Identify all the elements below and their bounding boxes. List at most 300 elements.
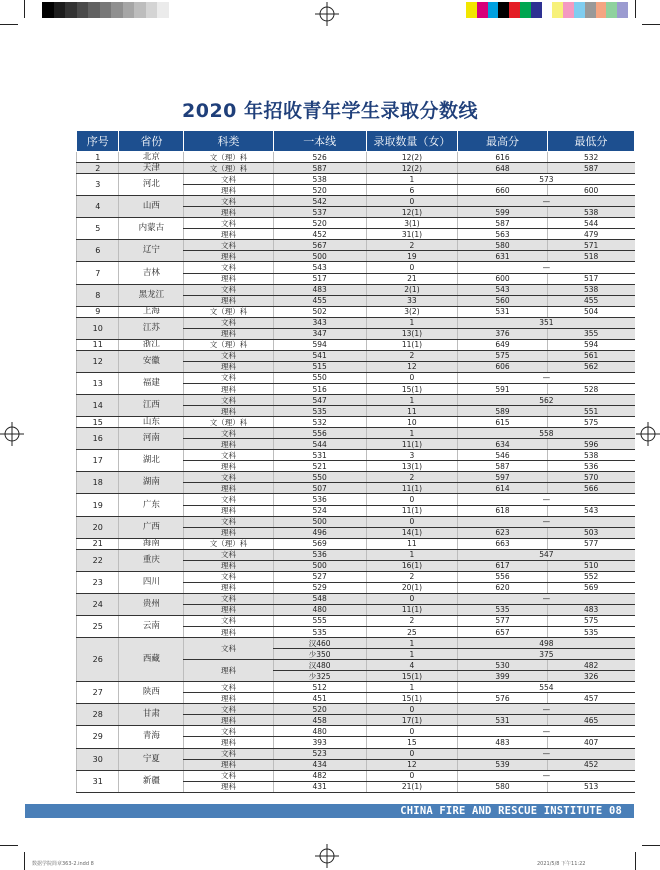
subject-category-cell: 文科	[184, 350, 273, 361]
highest-score-cell: 577	[458, 615, 547, 626]
serial-number-cell: 19	[77, 494, 119, 516]
highest-score-cell: 606	[458, 361, 547, 372]
table-row	[77, 417, 635, 428]
admission-count-cell: 33	[366, 295, 458, 306]
tier-one-line-cell: 512	[273, 682, 366, 693]
registration-mark-right	[636, 422, 660, 446]
color-swatch	[488, 2, 499, 18]
tier-one-line-cell: 567	[273, 240, 366, 251]
lowest-score-cell: 551	[547, 406, 634, 417]
gray-swatch	[42, 2, 54, 18]
merged-score-cell: —	[458, 262, 635, 273]
subject-category-cell: 理科	[184, 560, 273, 571]
tier-one-line-cell: 483	[273, 284, 366, 295]
highest-score-cell: 616	[458, 152, 547, 163]
lowest-score-cell: 518	[547, 251, 634, 262]
tier-one-line-cell: 526	[273, 152, 366, 163]
subject-category-cell: 文科	[184, 240, 273, 251]
tier-one-line-cell: 500	[273, 516, 366, 527]
merged-score-cell: —	[458, 726, 635, 737]
subject-category-cell: 文（理）科	[184, 538, 273, 549]
tier-one-line-cell: 520	[273, 704, 366, 715]
admission-count-cell: 0	[366, 704, 458, 715]
admission-count-cell: 11(1)	[366, 339, 458, 350]
table-row	[77, 174, 635, 185]
highest-score-cell: 543	[458, 284, 547, 295]
highest-score-cell: 556	[458, 571, 547, 582]
highest-score-cell: 663	[458, 538, 547, 549]
table-row	[77, 549, 635, 560]
admission-count-cell: 15	[366, 737, 458, 748]
subject-category-cell: 文科	[184, 571, 273, 582]
admission-count-cell: 1	[366, 428, 458, 439]
gray-swatch	[169, 2, 181, 18]
tier-one-line-cell: 496	[273, 527, 366, 538]
lowest-score-cell: 561	[547, 350, 634, 361]
lowest-score-cell: 479	[547, 229, 634, 240]
serial-number-cell: 2	[77, 163, 119, 174]
color-swatch	[628, 2, 639, 18]
lowest-score-cell: 570	[547, 472, 634, 483]
subject-category-cell: 理科	[184, 439, 273, 450]
crop-mark	[0, 845, 18, 846]
lowest-score-cell: 528	[547, 383, 634, 394]
subject-category-cell: 理科	[184, 759, 273, 770]
table-row	[77, 593, 635, 604]
province-cell: 山东	[119, 417, 184, 428]
province-cell: 安徽	[119, 350, 184, 372]
gray-calibration-bar	[42, 2, 180, 18]
color-swatch	[509, 2, 520, 18]
registration-mark-top	[315, 2, 339, 26]
admission-count-cell: 0	[366, 262, 458, 273]
admission-count-cell: 31(1)	[366, 229, 458, 240]
province-cell: 广东	[119, 494, 184, 516]
highest-score-cell: 575	[458, 350, 547, 361]
gray-swatch	[134, 2, 146, 18]
subject-category-cell: 理科	[184, 527, 273, 538]
lowest-score-cell: 535	[547, 627, 634, 638]
subject-category-cell: 理科	[184, 295, 273, 306]
subject-category-cell: 理科	[184, 251, 273, 262]
highest-score-cell: 376	[458, 328, 547, 339]
admission-count-cell: 3(2)	[366, 306, 458, 317]
subject-category-cell: 理科	[184, 483, 273, 494]
gray-swatch	[77, 2, 89, 18]
subject-category-cell: 文科	[184, 615, 273, 626]
admission-count-cell: 12(2)	[366, 152, 458, 163]
highest-score-cell: 399	[458, 671, 547, 682]
merged-score-cell: 547	[458, 549, 635, 560]
tier-one-line-cell: 451	[273, 693, 366, 704]
subject-category-cell: 文科	[184, 494, 273, 505]
color-swatch	[531, 2, 542, 18]
serial-number-cell: 20	[77, 516, 119, 538]
highest-score-cell: 614	[458, 483, 547, 494]
highest-score-cell: 623	[458, 527, 547, 538]
subject-category-cell: 理科	[184, 781, 273, 792]
admission-score-table	[76, 130, 635, 793]
lowest-score-cell: 326	[547, 671, 634, 682]
admission-count-cell: 11(1)	[366, 604, 458, 615]
tier-one-line-cell: 480	[273, 604, 366, 615]
highest-score-cell: 560	[458, 295, 547, 306]
footer-institute-name: CHINA FIRE AND RESCUE INSTITUTE 08	[400, 805, 622, 817]
gray-swatch	[88, 2, 100, 18]
admission-count-cell: 1	[366, 174, 458, 185]
admission-count-cell: 2	[366, 615, 458, 626]
lowest-score-cell: 538	[547, 450, 634, 461]
tier-one-line-cell: 556	[273, 428, 366, 439]
highest-score-cell: 531	[458, 306, 547, 317]
serial-number-cell: 3	[77, 174, 119, 196]
highest-score-cell: 531	[458, 715, 547, 726]
highest-score-cell: 535	[458, 604, 547, 615]
table-row	[77, 682, 635, 693]
serial-number-cell: 29	[77, 726, 119, 748]
table-header-row	[77, 131, 635, 152]
merged-score-cell: —	[458, 516, 635, 527]
admission-count-cell: 1	[366, 638, 458, 649]
admission-count-cell: 11	[366, 406, 458, 417]
crop-mark	[0, 24, 18, 25]
province-cell: 湖南	[119, 472, 184, 494]
table-row	[77, 704, 635, 715]
merged-score-cell: 558	[458, 428, 635, 439]
admission-count-cell: 1	[366, 395, 458, 406]
lowest-score-cell: 465	[547, 715, 634, 726]
lowest-score-cell: 482	[547, 660, 634, 671]
tier-one-line-cell: 527	[273, 571, 366, 582]
admission-count-cell: 2(1)	[366, 284, 458, 295]
subject-category-cell: 理科	[184, 461, 273, 472]
lowest-score-cell: 483	[547, 604, 634, 615]
subject-category-cell: 理科	[184, 207, 273, 218]
highest-score-cell: 587	[458, 461, 547, 472]
subject-category-cell: 理科	[184, 660, 273, 682]
lowest-score-cell: 569	[547, 582, 634, 593]
merged-score-cell: —	[458, 494, 635, 505]
subject-category-cell: 文科	[184, 549, 273, 560]
merged-score-cell: —	[458, 704, 635, 715]
color-swatch	[585, 2, 596, 18]
table-row	[77, 284, 635, 295]
table-row	[77, 472, 635, 483]
admission-count-cell: 11	[366, 538, 458, 549]
subject-category-cell: 理科	[184, 505, 273, 516]
serial-number-cell: 4	[77, 196, 119, 218]
admission-count-cell: 1	[366, 682, 458, 693]
highest-score-cell: 631	[458, 251, 547, 262]
lowest-score-cell: 457	[547, 693, 634, 704]
tier-one-line-cell: 535	[273, 627, 366, 638]
table-row	[77, 770, 635, 781]
admission-count-cell: 12(1)	[366, 207, 458, 218]
admission-count-cell: 0	[366, 372, 458, 383]
province-cell: 新疆	[119, 770, 184, 792]
gray-swatch	[111, 2, 123, 18]
tier-one-line-cell: 482	[273, 770, 366, 781]
lowest-score-cell: 552	[547, 571, 634, 582]
serial-number-cell: 6	[77, 240, 119, 262]
lowest-score-cell: 355	[547, 328, 634, 339]
highest-score-cell: 657	[458, 627, 547, 638]
highest-score-cell: 600	[458, 273, 547, 284]
tier-one-line-cell: 502	[273, 306, 366, 317]
tier-one-line-cell: 458	[273, 715, 366, 726]
subject-category-cell: 文科	[184, 317, 273, 328]
admission-count-cell: 13(1)	[366, 461, 458, 472]
serial-number-cell: 16	[77, 428, 119, 450]
tier-one-line-cell: 517	[273, 273, 366, 284]
tier-one-line-cell: 569	[273, 538, 366, 549]
admission-count-cell: 2	[366, 240, 458, 251]
gray-swatch	[54, 2, 66, 18]
subject-category-cell: 文科	[184, 472, 273, 483]
lowest-score-cell: 587	[547, 163, 634, 174]
subject-category-cell: 理科	[184, 383, 273, 394]
gray-swatch	[100, 2, 112, 18]
province-cell: 江苏	[119, 317, 184, 339]
tier-one-line-cell: 535	[273, 406, 366, 417]
admission-count-cell: 12	[366, 759, 458, 770]
lowest-score-cell: 596	[547, 439, 634, 450]
lowest-score-cell: 407	[547, 737, 634, 748]
lowest-score-cell: 510	[547, 560, 634, 571]
lowest-score-cell: 575	[547, 615, 634, 626]
highest-score-cell: 589	[458, 406, 547, 417]
province-cell: 浙江	[119, 339, 184, 350]
tier-one-line-cell: 536	[273, 549, 366, 560]
subject-category-cell: 文科	[184, 726, 273, 737]
serial-number-cell: 31	[77, 770, 119, 792]
province-cell: 江西	[119, 395, 184, 417]
tier-one-line-cell: 520	[273, 185, 366, 196]
tier-one-line-cell: 520	[273, 218, 366, 229]
serial-number-cell: 10	[77, 317, 119, 339]
serial-number-cell: 25	[77, 615, 119, 637]
lowest-score-cell: 577	[547, 538, 634, 549]
merged-score-cell: 375	[458, 649, 635, 660]
lowest-score-cell: 575	[547, 417, 634, 428]
admission-count-cell: 0	[366, 748, 458, 759]
tier-one-line-cell: 550	[273, 472, 366, 483]
subject-category-cell: 文（理）科	[184, 306, 273, 317]
registration-mark-left	[0, 422, 24, 446]
header-subject-category: 科类	[184, 131, 273, 152]
admission-count-cell: 3(1)	[366, 218, 458, 229]
table-row	[77, 615, 635, 626]
table-row	[77, 571, 635, 582]
subject-category-cell: 文科	[184, 428, 273, 439]
subject-category-cell: 理科	[184, 582, 273, 593]
admission-count-cell: 0	[366, 593, 458, 604]
tier-one-line-cell: 523	[273, 748, 366, 759]
serial-number-cell: 21	[77, 538, 119, 549]
province-cell: 辽宁	[119, 240, 184, 262]
province-cell: 黑龙江	[119, 284, 184, 306]
table-row	[77, 218, 635, 229]
lowest-score-cell: 503	[547, 527, 634, 538]
highest-score-cell: 546	[458, 450, 547, 461]
highest-score-cell: 563	[458, 229, 547, 240]
tier-one-line-cell: 529	[273, 582, 366, 593]
admission-count-cell: 0	[366, 770, 458, 781]
subject-category-cell: 文（理）科	[184, 152, 273, 163]
subject-category-cell: 文科	[184, 284, 273, 295]
gray-swatch	[65, 2, 77, 18]
subject-category-cell: 文（理）科	[184, 163, 273, 174]
lowest-score-cell: 536	[547, 461, 634, 472]
lowest-score-cell: 600	[547, 185, 634, 196]
lowest-score-cell: 517	[547, 273, 634, 284]
province-cell: 内蒙古	[119, 218, 184, 240]
admission-count-cell: 1	[366, 317, 458, 328]
subject-category-cell: 理科	[184, 328, 273, 339]
serial-number-cell: 12	[77, 350, 119, 372]
crop-mark	[635, 0, 636, 18]
subject-category-cell: 理科	[184, 229, 273, 240]
subject-category-cell: 文（理）科	[184, 417, 273, 428]
province-cell: 山西	[119, 196, 184, 218]
header-admission-count: 录取数量（女）	[366, 131, 458, 152]
color-swatch	[574, 2, 585, 18]
tier-one-line-cell: 542	[273, 196, 366, 207]
table-row	[77, 395, 635, 406]
tier-one-line-cell: 550	[273, 372, 366, 383]
serial-number-cell: 1	[77, 152, 119, 163]
tier-one-line-cell: 594	[273, 339, 366, 350]
tier-one-line-cell: 500	[273, 560, 366, 571]
serial-number-cell: 9	[77, 306, 119, 317]
tier-one-line-cell: 516	[273, 383, 366, 394]
subject-category-cell: 理科	[184, 627, 273, 638]
admission-count-cell: 2	[366, 472, 458, 483]
highest-score-cell: 620	[458, 582, 547, 593]
subject-category-cell: 文科	[184, 174, 273, 185]
serial-number-cell: 5	[77, 218, 119, 240]
highest-score-cell: 576	[458, 693, 547, 704]
serial-number-cell: 13	[77, 372, 119, 394]
subject-category-cell: 理科	[184, 185, 273, 196]
merged-score-cell: —	[458, 196, 635, 207]
subject-category-cell: 文科	[184, 593, 273, 604]
province-cell: 福建	[119, 372, 184, 394]
subject-category-cell: 文科	[184, 704, 273, 715]
merged-score-cell: 351	[458, 317, 635, 328]
table-row	[77, 372, 635, 383]
admission-count-cell: 21(1)	[366, 781, 458, 792]
subject-category-cell: 理科	[184, 737, 273, 748]
table-row	[77, 317, 635, 328]
header-serial-number: 序号	[77, 131, 119, 152]
tier-one-line-cell: 548	[273, 593, 366, 604]
subject-category-cell: 文科	[184, 450, 273, 461]
lowest-score-cell: 538	[547, 207, 634, 218]
lowest-score-cell: 504	[547, 306, 634, 317]
gray-swatch	[146, 2, 158, 18]
admission-count-cell: 12(2)	[366, 163, 458, 174]
crop-mark	[24, 852, 25, 870]
lowest-score-cell: 532	[547, 152, 634, 163]
serial-number-cell: 11	[77, 339, 119, 350]
province-cell: 广西	[119, 516, 184, 538]
serial-number-cell: 22	[77, 549, 119, 571]
tier-one-line-cell: 455	[273, 295, 366, 306]
subject-category-cell: 理科	[184, 693, 273, 704]
print-slug-timestamp: 2021/5/8 下午11:22	[537, 861, 586, 867]
tier-one-line-cell: 537	[273, 207, 366, 218]
highest-score-cell: 648	[458, 163, 547, 174]
table-row	[77, 152, 635, 163]
province-cell: 陕西	[119, 682, 184, 704]
province-cell: 贵州	[119, 593, 184, 615]
crop-mark	[635, 852, 636, 870]
subject-category-cell: 文科	[184, 218, 273, 229]
subject-category-cell: 文科	[184, 262, 273, 273]
province-cell: 北京	[119, 152, 184, 163]
highest-score-cell: 660	[458, 185, 547, 196]
highest-score-cell: 587	[458, 218, 547, 229]
registration-mark-bottom	[315, 844, 339, 868]
admission-count-cell: 14(1)	[366, 527, 458, 538]
crop-mark	[642, 24, 660, 25]
table-row	[77, 450, 635, 461]
table-row	[77, 494, 635, 505]
serial-number-cell: 15	[77, 417, 119, 428]
subject-category-cell: 理科	[184, 361, 273, 372]
header-lowest-score: 最低分	[547, 131, 634, 152]
serial-number-cell: 27	[77, 682, 119, 704]
tier-one-line-cell: 汉480	[273, 660, 366, 671]
tier-one-line-cell: 480	[273, 726, 366, 737]
color-swatch	[552, 2, 563, 18]
province-cell: 西藏	[119, 638, 184, 682]
admission-count-cell: 2	[366, 571, 458, 582]
subject-category-cell: 文（理）科	[184, 339, 273, 350]
subject-category-cell: 理科	[184, 406, 273, 417]
admission-count-cell: 12	[366, 361, 458, 372]
tier-one-line-cell: 541	[273, 350, 366, 361]
province-cell: 青海	[119, 726, 184, 748]
admission-count-cell: 11(1)	[366, 439, 458, 450]
crop-mark	[24, 0, 25, 18]
tier-one-line-cell: 汉460	[273, 638, 366, 649]
merged-score-cell: 554	[458, 682, 635, 693]
lowest-score-cell: 544	[547, 218, 634, 229]
highest-score-cell: 591	[458, 383, 547, 394]
tier-one-line-cell: 555	[273, 615, 366, 626]
tier-one-line-cell: 393	[273, 737, 366, 748]
admission-count-cell: 0	[366, 516, 458, 527]
admission-count-cell: 1	[366, 649, 458, 660]
province-cell: 河北	[119, 174, 184, 196]
tier-one-line-cell: 515	[273, 361, 366, 372]
province-cell: 云南	[119, 615, 184, 637]
highest-score-cell: 580	[458, 781, 547, 792]
tier-one-line-cell: 500	[273, 251, 366, 262]
tier-one-line-cell: 343	[273, 317, 366, 328]
tier-one-line-cell: 587	[273, 163, 366, 174]
merged-score-cell: —	[458, 748, 635, 759]
province-cell: 吉林	[119, 262, 184, 284]
tier-one-line-cell: 452	[273, 229, 366, 240]
header-province: 省份	[119, 131, 184, 152]
tier-one-line-cell: 524	[273, 505, 366, 516]
admission-count-cell: 21	[366, 273, 458, 284]
highest-score-cell: 580	[458, 240, 547, 251]
tier-one-line-cell: 531	[273, 450, 366, 461]
